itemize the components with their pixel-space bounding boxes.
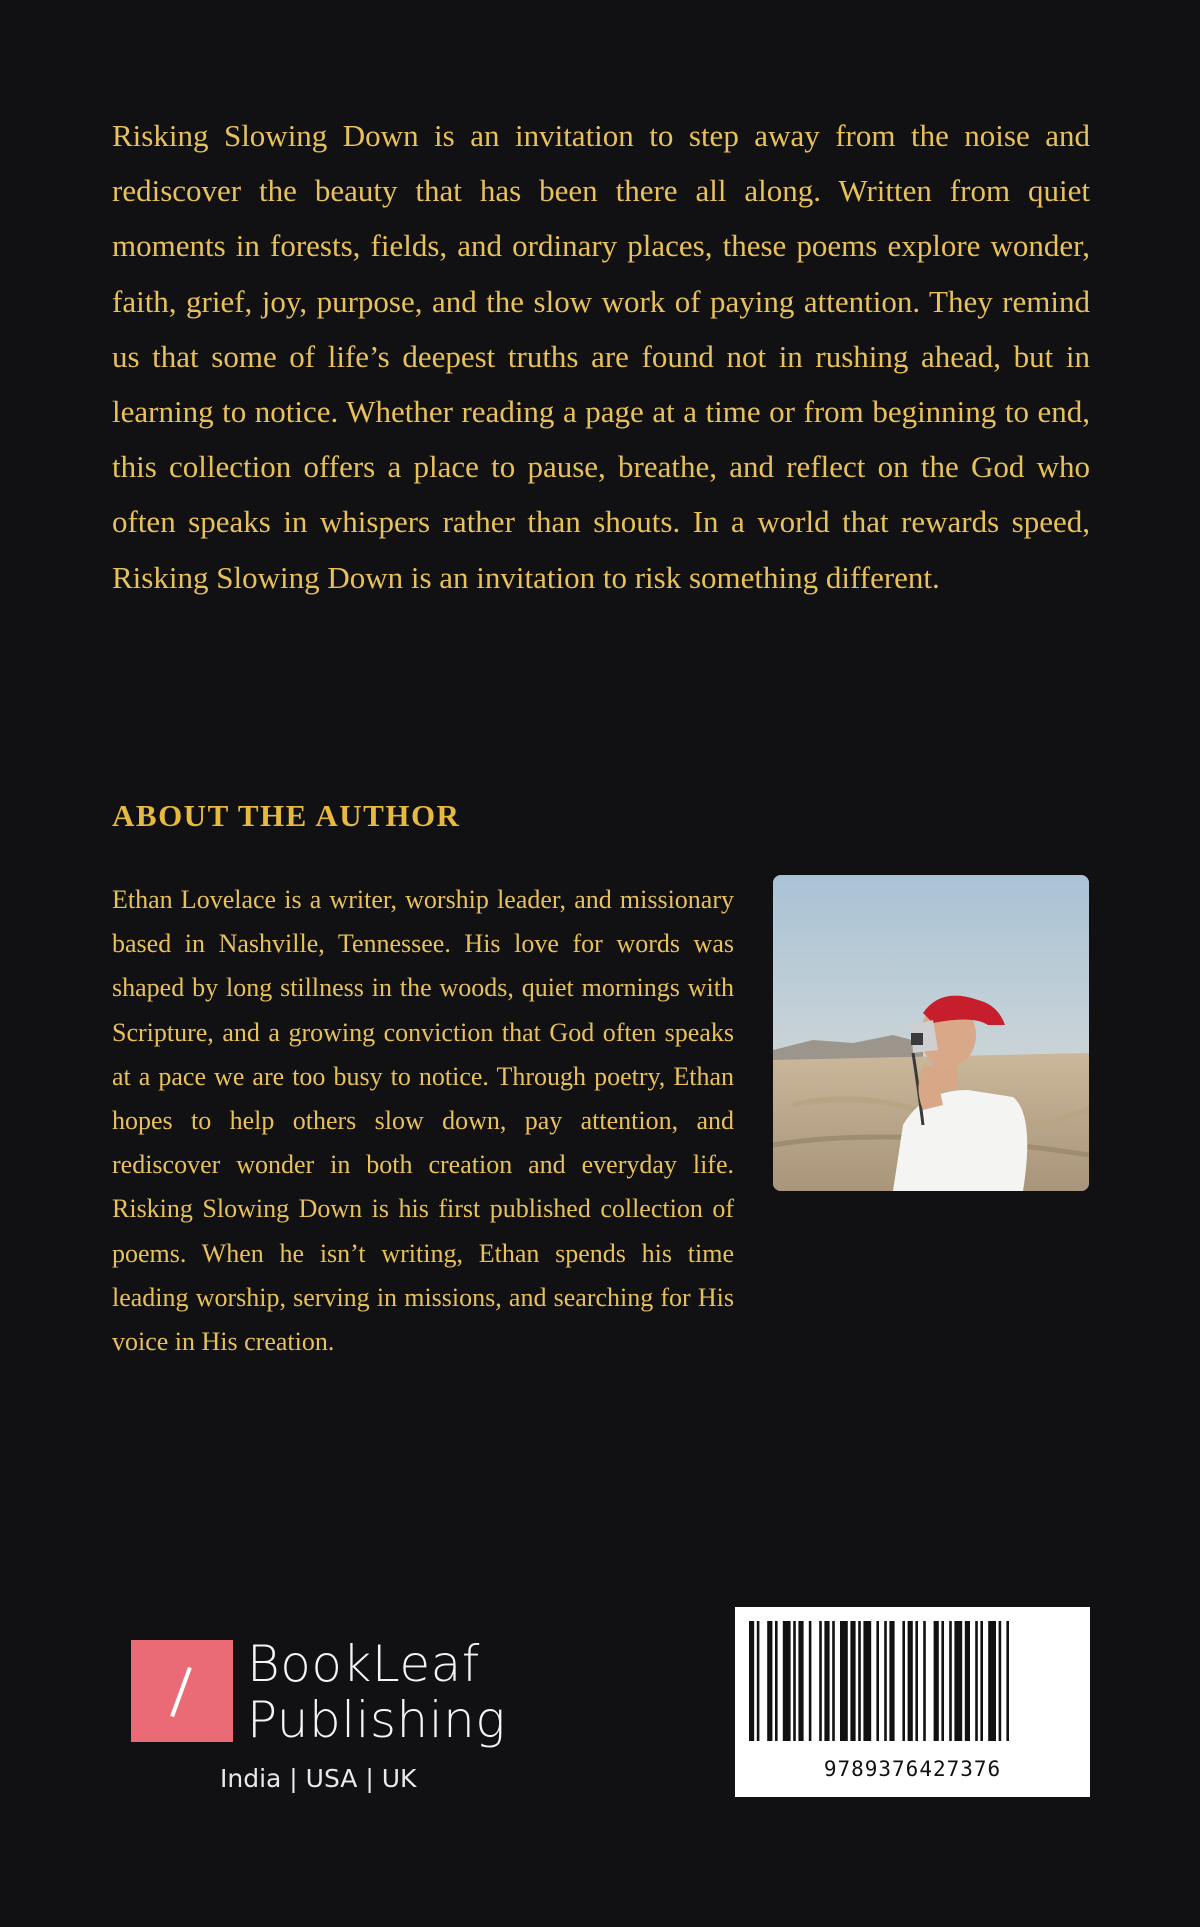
barcode-bar <box>902 1621 905 1741</box>
barcode-bar <box>749 1621 754 1741</box>
barcode-bar <box>824 1621 829 1741</box>
publisher-logo <box>131 1635 511 1793</box>
barcode-bar <box>775 1621 778 1741</box>
barcode-bar <box>840 1621 848 1741</box>
barcode-bar <box>783 1621 791 1741</box>
barcode-bar <box>923 1621 926 1741</box>
barcode-bar <box>988 1621 996 1741</box>
barcode-bar <box>999 1621 1002 1741</box>
barcode-bar <box>975 1621 978 1741</box>
barcode-bar <box>798 1621 803 1741</box>
barcode-bar <box>965 1621 970 1741</box>
barcode-bar <box>809 1621 812 1741</box>
barcode-bar <box>908 1621 913 1741</box>
barcode-bar <box>934 1621 939 1741</box>
publisher-locations: India | USA | UK <box>220 1764 417 1793</box>
barcode-bar <box>793 1621 796 1741</box>
book-description: Risking Slowing Down is an invitation to step away from the noise and rediscover the beauty that has been there all along. Written from quiet moments in forests, fields, and ordinary places, these poems explore wonder, faith, grief, joy, purpose, and the slow work of paying attention. They remind us that some of life’s deepest truths are found not in rushing ahead, but in learning to notice. Whether reading a page at a time or from beginning to end, this collection offers a place to pause, breathe, and reflect on the God who often speaks in whispers rather than shouts. In a world that rewards speed, Risking Slowing Down is an invitation to risk something different. <box>112 118 1090 595</box>
barcode-bar <box>884 1621 887 1741</box>
barcode-bar <box>863 1621 871 1741</box>
barcode-bar <box>954 1621 962 1741</box>
barcode-bar <box>941 1621 944 1741</box>
author-photo <box>773 875 1089 1191</box>
author-bio: Ethan Lovelace is a writer, worship leader, and missionary based in Nashville, Tennessee. His love for words was shaped by long stillness in the woods, quiet mornings with Scripture, and a growing conviction that God often speaks at a pace we are too busy to notice. Through poetry, Ethan hopes to help others slow down, pay attention, and rediscover wonder in both creation and everyday life. Risking Slowing Down is his first published collection of poems. When he isn’t writing, Ethan spends his time leading worship, serving in missions, and searching for His voice in His creation. <box>112 885 734 1357</box>
publisher-name <box>247 1636 506 1748</box>
barcode-bar <box>949 1621 952 1741</box>
barcode-bar <box>757 1621 760 1741</box>
barcode-bar <box>1006 1621 1009 1741</box>
barcode-bars <box>749 1621 1076 1741</box>
barcode-bar <box>889 1621 894 1741</box>
barcode-bar <box>876 1621 879 1741</box>
publisher-name-line1: BookLeaf <box>247 1635 480 1693</box>
publisher-name-line2: Publishing <box>247 1691 506 1749</box>
isbn-barcode <box>735 1607 1090 1797</box>
about-author-heading: ABOUT THE AUTHOR <box>112 798 461 833</box>
barcode-bar <box>915 1621 918 1741</box>
slash-logo-icon <box>131 1640 233 1742</box>
barcode-bar <box>850 1621 855 1741</box>
barcode-bar <box>980 1621 983 1741</box>
barcode-bar <box>767 1621 772 1741</box>
isbn-number: 9789376427376 <box>823 1757 1002 1781</box>
barcode-bar <box>858 1621 861 1741</box>
author-photo-illustration <box>773 875 1089 1191</box>
barcode-bar <box>832 1621 835 1741</box>
barcode-bar <box>819 1621 822 1741</box>
